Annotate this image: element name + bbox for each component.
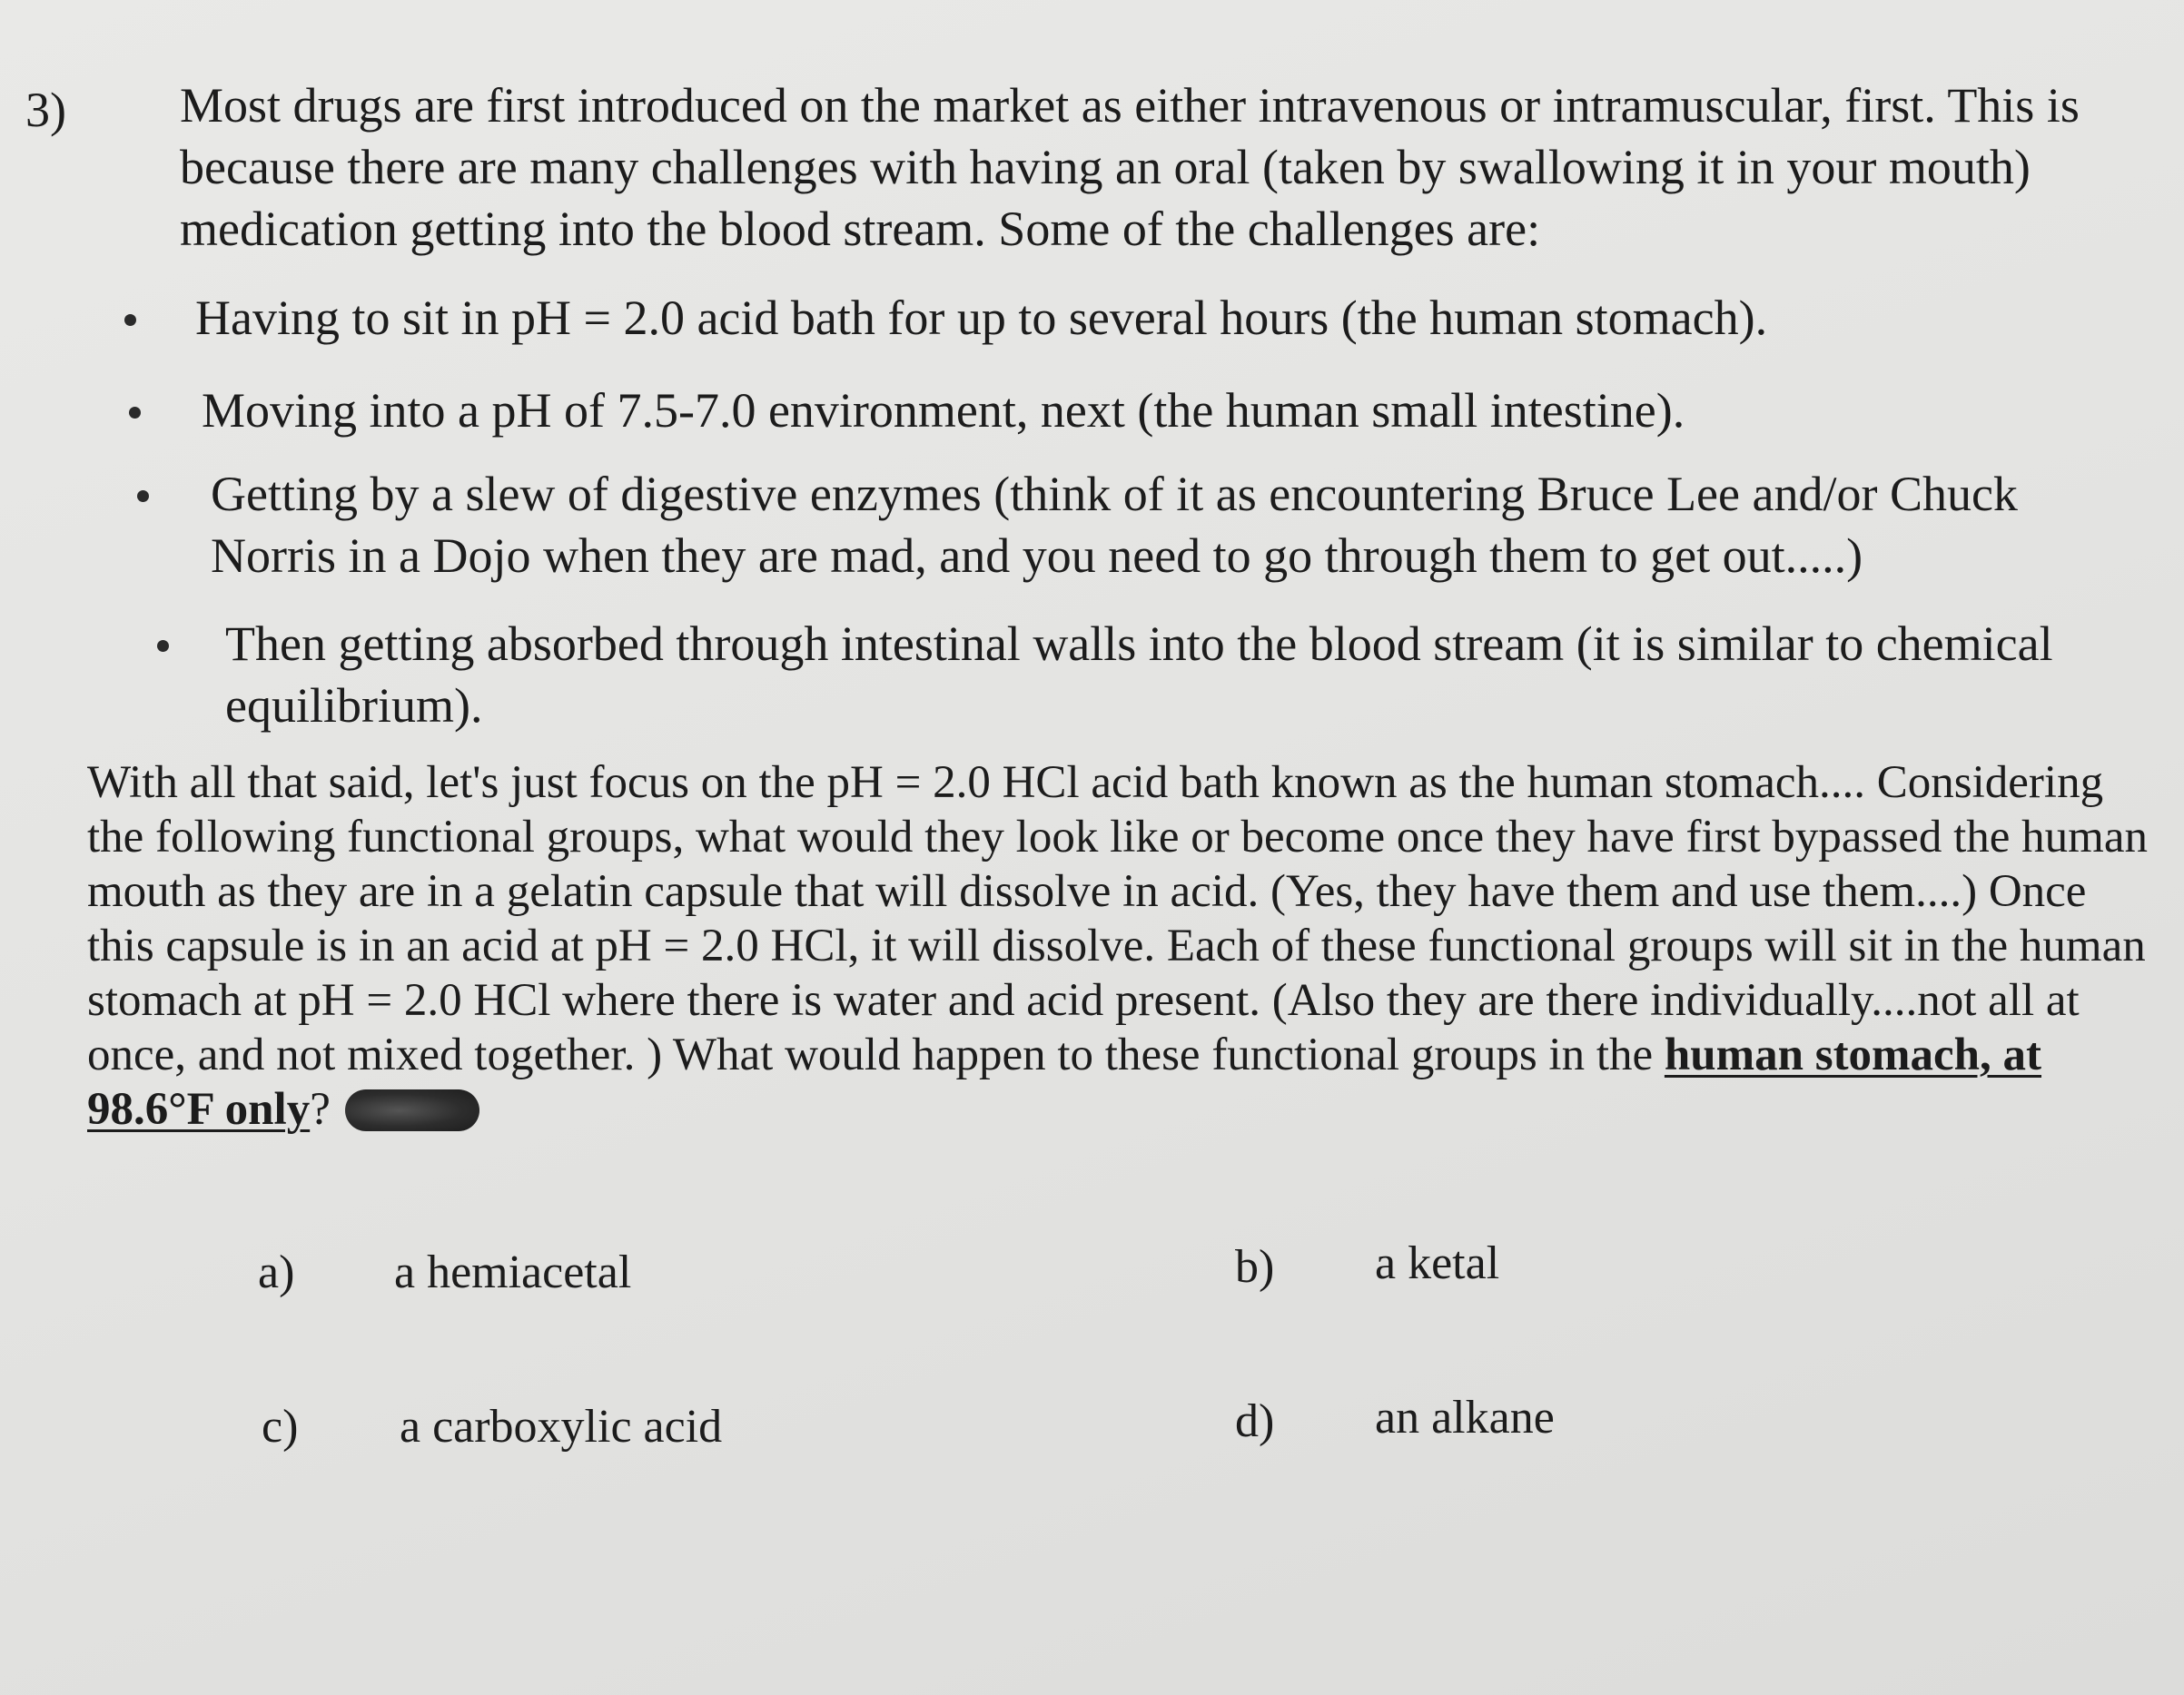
- option-a-letter: a): [258, 1247, 295, 1298]
- option-c-letter: c): [262, 1401, 299, 1453]
- bullet-marker: [129, 407, 141, 419]
- bullet-item: Then getting absorbed through intestinal walls into the blood stream (it is similar to chemical equilibrium).: [225, 616, 2053, 733]
- question-paragraph: [87, 755, 2149, 1137]
- bullet-marker: [137, 490, 149, 502]
- paragraph-text: With all that said, let's just focus on the pH = 2.0 HCl acid bath known as the human stomach.... Considering the following functional groups, what would they look like or become once they have first bypassed the human mouth as they are in a gelatin capsule that will dissolve in acid. (Yes, they have them and use them....) Once this capsule is in an acid at pH = 2.0 HCl, it will dissolve. Each of these functional groups will sit in the human stomach at pH = 2.0 HCl where there is water and acid present. (Also they are there individually....not all at once, and not mixed together. ) What would happen to these functional groups in the: [87, 757, 2148, 1080]
- question-number: 3): [25, 83, 66, 137]
- option-b-text: a ketal: [1375, 1237, 1500, 1289]
- bullet-marker: [124, 314, 136, 326]
- scribbled-out-mark: [345, 1089, 479, 1131]
- question-mark: ?: [310, 1084, 331, 1135]
- option-a-text: a hemiacetal: [394, 1247, 632, 1298]
- option-c-text: a carboxylic acid: [400, 1401, 723, 1453]
- question-intro: Most drugs are first introduced on the market as either intravenous or intramuscular, first. This is because there are many challenges with having an oral (taken by swallowing it in your mouth) medication getting into the blood stream. Some of the challenges are:: [180, 78, 2080, 256]
- bullet-item: Moving into a pH of 7.5-7.0 environment, next (the human small intestine).: [202, 383, 1685, 438]
- emphasis-text: human stomach, at 98.6°F only: [87, 1030, 2042, 1135]
- option-b-letter: b): [1235, 1241, 1275, 1293]
- bullet-item: Having to sit in pH = 2.0 acid bath for up to several hours (the human stomach).: [195, 291, 1768, 345]
- bullet-item: Getting by a slew of digestive enzymes (think of it as encountering Bruce Lee and/or Chuck Norris in a Dojo when they are mad, and you need to go through them to get out.....): [211, 467, 2018, 583]
- option-d-text: an alkane: [1375, 1392, 1555, 1444]
- bullet-marker: [157, 640, 169, 652]
- option-d-letter: d): [1235, 1395, 1275, 1447]
